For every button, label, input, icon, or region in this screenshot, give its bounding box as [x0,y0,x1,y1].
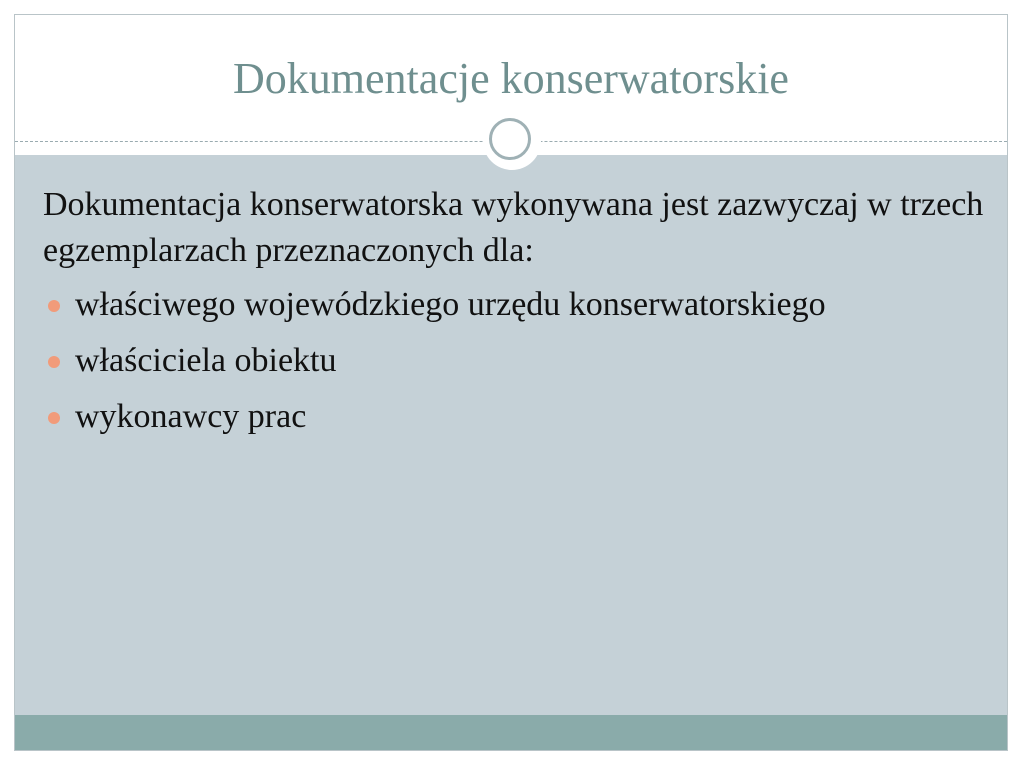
list-item [43,338,993,384]
slide [14,14,1008,751]
bullet-list [43,282,993,440]
slide-content [43,182,993,450]
list-item [43,282,993,328]
circle-divider-icon [483,112,541,170]
list-item [43,394,993,440]
intro-text: Dokumentacja konserwatorska wykonywana jest zazwyczaj w trzech egzemplarzach przeznaczonych dla: [43,186,984,269]
list-item-text: właściciela obiektu [75,342,337,379]
bullet-dot-icon [48,300,60,312]
list-item-text: wykonawcy prac [75,398,307,435]
bullet-dot-icon [48,412,60,424]
slide-title: Dokumentacje konserwatorskie [233,54,789,103]
bullet-dot-icon [48,356,60,368]
circle-divider-ring [489,118,531,160]
list-item-text: właściwego wojewódzkiego urzędu konserwatorskiego [75,286,826,323]
footer-band [15,715,1007,750]
